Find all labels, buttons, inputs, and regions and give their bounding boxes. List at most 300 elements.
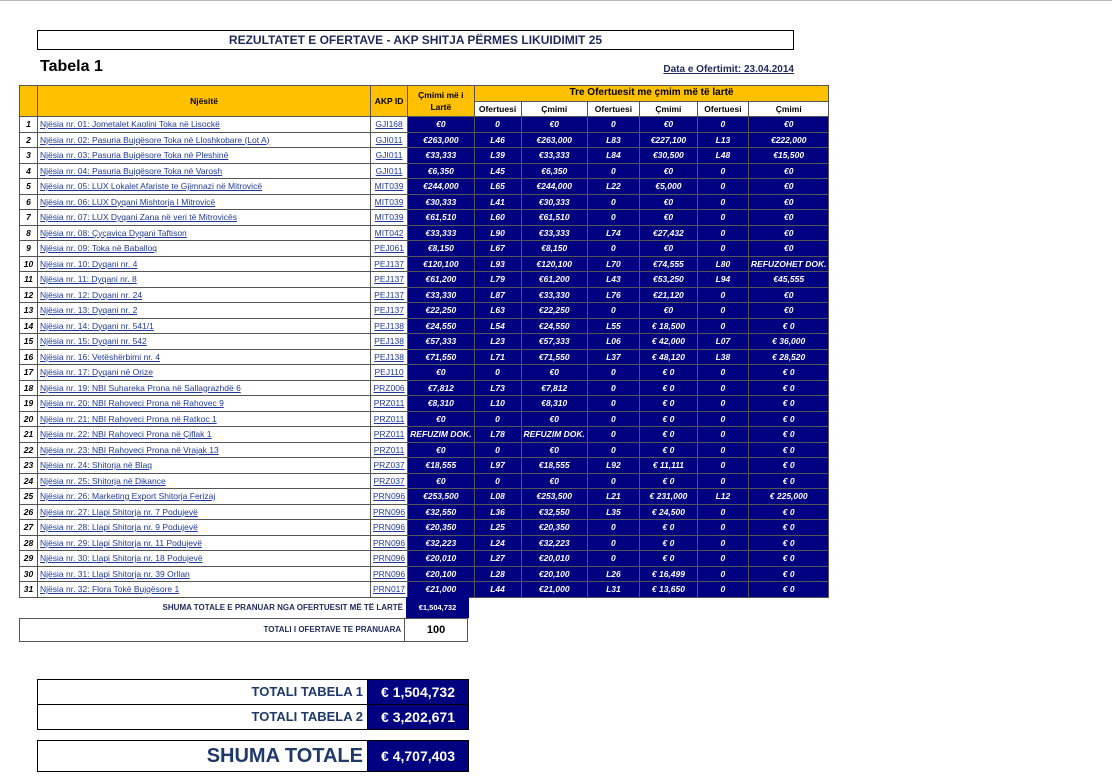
akp-id: [371, 489, 408, 505]
akp-id-link[interactable]: MIT042: [374, 227, 404, 238]
unit-name: [38, 396, 371, 412]
row-index: 9: [20, 241, 38, 257]
table-row: [20, 349, 829, 365]
akp-id: [371, 225, 408, 241]
akp-id-link[interactable]: MIT039: [374, 181, 404, 191]
price-2: €21,120: [639, 287, 697, 303]
unit-name-link[interactable]: Njësia nr. 32: Flora Tokë Bujqësore 1: [40, 584, 180, 594]
unit-name-link[interactable]: Njësia nr. 06: LUX Dyqani Mishtorja I Mitrovicë: [40, 196, 216, 207]
bidder-2: L31: [587, 582, 639, 598]
price-1: €33,333: [521, 148, 587, 164]
price-2: €74,555: [639, 256, 697, 272]
akp-id: [371, 504, 408, 520]
accepted-sum-value: €1,504,732: [406, 597, 469, 618]
price-3: € 0: [748, 442, 829, 458]
unit-name-link[interactable]: Njësia nr. 13: Dyqani nr. 2: [40, 305, 138, 315]
akp-id: [371, 210, 408, 226]
table-row: [20, 458, 829, 474]
row-index: 13: [20, 303, 38, 319]
unit-name-link[interactable]: Njësia nr. 22: NBI Rahoveci Prona në Çiflak 1: [40, 429, 212, 439]
akp-id: [371, 272, 408, 288]
price-3: € 0: [748, 380, 829, 396]
bidder-3: 0: [697, 458, 748, 474]
bidder-1: L54: [474, 318, 521, 334]
bidder-1: L10: [474, 396, 521, 412]
unit-name-link[interactable]: Njësia nr. 01: Jometalet Kaolini Toka në Lisockë: [40, 119, 220, 129]
unit-name: [38, 489, 371, 505]
bidder-2: 0: [587, 396, 639, 412]
table-row: [20, 241, 829, 257]
akp-id-link[interactable]: PEJ138: [374, 336, 404, 346]
akp-id-link[interactable]: PEJ137: [374, 289, 404, 300]
table-row: [20, 473, 829, 489]
bidder-3: 0: [697, 318, 748, 334]
akp-id: [371, 427, 408, 443]
table-row: [20, 504, 829, 520]
unit-name-link[interactable]: Njësia nr. 09: Toka në Baballoq: [40, 243, 158, 253]
bidder-1: L87: [474, 287, 521, 303]
table-row: [20, 535, 829, 551]
table-row: [20, 225, 829, 241]
unit-name: [38, 442, 371, 458]
table-row: [20, 163, 829, 179]
unit-name: [38, 318, 371, 334]
akp-id-link[interactable]: GJI011: [375, 134, 403, 145]
unit-name: [38, 520, 371, 536]
unit-name-link[interactable]: Njësia nr. 21: NBI Rahoveci Prona në Ratkoc 1: [40, 413, 217, 424]
unit-name-link[interactable]: Njësia nr. 16: Vetëshërbimi nr. 4: [40, 351, 161, 362]
price-1: €61,510: [521, 210, 587, 226]
bidder-3: 0: [697, 303, 748, 319]
row-index: 22: [20, 442, 38, 458]
price-2: € 48,120: [639, 349, 697, 365]
highest-price: €21,000: [408, 582, 474, 598]
offer-date: Data e Ofertimit: 23.04.2014: [663, 64, 794, 75]
akp-id: [371, 179, 408, 195]
akp-id: [371, 287, 408, 303]
highest-price: €0: [408, 473, 474, 489]
price-2: € 13,650: [639, 582, 697, 598]
bidder-1: L78: [474, 427, 521, 443]
price-3: €0: [748, 303, 829, 319]
unit-name-link[interactable]: Njësia nr. 20: NBI Rahoveci Prona në Rahovec 9: [40, 398, 224, 408]
akp-id: [371, 442, 408, 458]
row-index: 24: [20, 473, 38, 489]
highest-price: €32,223: [408, 535, 474, 551]
highest-price-header: Çmimi më i Lartë: [408, 86, 474, 117]
bidder-2: L21: [587, 489, 639, 505]
highest-price: €244,000: [408, 179, 474, 195]
table-row: [20, 380, 829, 396]
total-table-2-label: TOTALI TABELA 2: [38, 705, 368, 729]
highest-price: €20,010: [408, 551, 474, 567]
bidder-3: 0: [697, 380, 748, 396]
unit-name-link[interactable]: Njësia nr. 17: Dyqani në Orize: [40, 367, 153, 377]
price-3: € 0: [748, 396, 829, 412]
unit-name-link[interactable]: Njësia nr. 11: Dyqani nr. 8: [40, 274, 137, 284]
price-3: €0: [748, 287, 829, 303]
accepted-sum-label: SHUMA TOTALE E PRANUAR NGA OFERTUESIT MË TË LARTË: [162, 603, 403, 612]
bidder-1: L71: [474, 349, 521, 365]
price-3: € 0: [748, 504, 829, 520]
bidder-1: L39: [474, 148, 521, 164]
akp-id: [371, 520, 408, 536]
unit-name-link[interactable]: Njësia nr. 03: Pasuria Bujqësore Toka në Pleshinë: [40, 150, 229, 160]
total-table-2-row: [37, 704, 469, 730]
unit-name: [38, 566, 371, 582]
unit-name: [38, 225, 371, 241]
unit-name: [38, 194, 371, 210]
akp-id-link[interactable]: PEJ138: [374, 351, 404, 362]
unit-name: [38, 303, 371, 319]
bidder-1: L65: [474, 179, 521, 195]
price-2: € 0: [639, 535, 697, 551]
akp-id: [371, 458, 408, 474]
bidder-3: L38: [697, 349, 748, 365]
highest-price: €6,350: [408, 163, 474, 179]
price-1: REFUZIM DOK.: [521, 427, 587, 443]
bidder-3: 0: [697, 396, 748, 412]
row-index: 3: [20, 148, 38, 164]
bidder-2: 0: [587, 535, 639, 551]
price-1: €18,555: [521, 458, 587, 474]
price-1: €8,310: [521, 396, 587, 412]
table-row: [20, 520, 829, 536]
akp-id-link[interactable]: PRZ037: [373, 475, 405, 486]
highest-price: €57,333: [408, 334, 474, 350]
bidder-3: 0: [697, 194, 748, 210]
unit-name-link[interactable]: Njësia nr. 07: LUX Dyqani Zana në veri të Mitrovicës: [40, 212, 238, 222]
price-1: €61,200: [521, 272, 587, 288]
bidder-1: L36: [474, 504, 521, 520]
akp-id-link[interactable]: PRN096: [373, 506, 406, 517]
price-1: €244,000: [521, 179, 587, 195]
table-row: [20, 256, 829, 272]
bidder-1: L41: [474, 194, 521, 210]
bidder-1: L28: [474, 566, 521, 582]
akp-id: [371, 535, 408, 551]
price-2: € 16,499: [639, 566, 697, 582]
price-1: €32,550: [521, 504, 587, 520]
highest-price: €24,550: [408, 318, 474, 334]
bidder-2: 0: [587, 241, 639, 257]
akp-id-link[interactable]: GJI011: [375, 150, 403, 160]
bidder-1: L45: [474, 163, 521, 179]
bidder-1: L46: [474, 132, 521, 148]
unit-name: [38, 256, 371, 272]
unit-name-link[interactable]: Njësia nr. 04: Pasuria Bujqësore Toka në Varosh: [40, 165, 223, 176]
akp-id-link[interactable]: PEJ137: [374, 258, 404, 269]
highest-price: €253,500: [408, 489, 474, 505]
akp-id-link[interactable]: PRN017: [373, 584, 406, 594]
unit-name: [38, 117, 371, 133]
row-index: 11: [20, 272, 38, 288]
akp-id-link[interactable]: PEJ138: [374, 320, 404, 331]
total-table-1-label: TOTALI TABELA 1: [38, 680, 368, 704]
table-row: [20, 117, 829, 133]
price-1: €33,333: [521, 225, 587, 241]
bidder-1: L24: [474, 535, 521, 551]
row-index: 1: [20, 117, 38, 133]
bidder-3: 0: [697, 287, 748, 303]
highest-price: €22,250: [408, 303, 474, 319]
bidder-1: L44: [474, 582, 521, 598]
price-2: € 0: [639, 551, 697, 567]
price-3: € 0: [748, 427, 829, 443]
unit-name-link[interactable]: Njësia nr. 15: Dyqani nr. 542: [40, 336, 147, 346]
unit-name-link[interactable]: Njësia nr. 23: NBI Rahoveci Prona në Vrajak 13: [40, 444, 219, 455]
unit-name-link[interactable]: Njësia nr. 25: Shitorja në Dikance: [40, 475, 166, 486]
akp-id: [371, 566, 408, 582]
price-2: € 0: [639, 473, 697, 489]
price-3: € 0: [748, 535, 829, 551]
price-1: €0: [521, 442, 587, 458]
bidder-3: 0: [697, 582, 748, 598]
akp-id-link[interactable]: GJI011: [375, 165, 403, 176]
akp-id: [371, 473, 408, 489]
akp-id-link[interactable]: PRN096: [373, 553, 406, 563]
price-3: € 0: [748, 365, 829, 381]
price-1: €263,000: [521, 132, 587, 148]
bidder-3: 0: [697, 411, 748, 427]
price-3: €0: [748, 179, 829, 195]
row-index: 18: [20, 380, 38, 396]
price-1: €71,550: [521, 349, 587, 365]
bidder-2: 0: [587, 473, 639, 489]
row-index: 4: [20, 163, 38, 179]
akp-id-link[interactable]: PRZ037: [373, 460, 405, 470]
price-1: €21,000: [521, 582, 587, 598]
row-index: 30: [20, 566, 38, 582]
bidder-2: L37: [587, 349, 639, 365]
akp-id-link[interactable]: MIT039: [374, 196, 404, 207]
akp-id: [371, 148, 408, 164]
price-2: € 0: [639, 427, 697, 443]
akp-id: [371, 396, 408, 412]
akp-id-link[interactable]: PRZ006: [373, 382, 405, 393]
akp-id: [371, 117, 408, 133]
total-table-1-value: € 1,504,732: [368, 680, 468, 704]
total-table-1-row: [37, 679, 469, 705]
akp-id-link[interactable]: PEJ061: [374, 243, 404, 253]
row-index: 6: [20, 194, 38, 210]
bidder-3: L12: [697, 489, 748, 505]
row-index: 5: [20, 179, 38, 195]
akp-id-link[interactable]: PEJ110: [374, 367, 404, 377]
results-table: [19, 85, 829, 612]
bidder-3: 0: [697, 241, 748, 257]
bidder-3: 0: [697, 551, 748, 567]
akp-id-link[interactable]: PRZ011: [373, 429, 405, 439]
table-row: [20, 132, 829, 148]
price-1: €30,333: [521, 194, 587, 210]
akp-id-link[interactable]: PRZ011: [373, 398, 405, 408]
unit-name-link[interactable]: Njësia nr. 31: Llapi Shitorja nr. 39 Orllan: [40, 568, 190, 579]
akp-id: [371, 334, 408, 350]
row-index: 23: [20, 458, 38, 474]
bidder-1: 0: [474, 411, 521, 427]
akp-id-link[interactable]: PEJ137: [374, 305, 404, 315]
unit-name: [38, 551, 371, 567]
price-2: €0: [639, 241, 697, 257]
price-2: €0: [639, 163, 697, 179]
highest-price: €120,100: [408, 256, 474, 272]
unit-name-link[interactable]: Njësia nr. 30: Llapi Shitorja nr. 18 Podujevë: [40, 553, 203, 563]
price-3: €0: [748, 241, 829, 257]
unit-name: [38, 210, 371, 226]
table-row: [20, 489, 829, 505]
bidder-3: L13: [697, 132, 748, 148]
bidder-2: L06: [587, 334, 639, 350]
row-index: 19: [20, 396, 38, 412]
bidder-1: L08: [474, 489, 521, 505]
accepted-offers-value: 100: [426, 624, 446, 636]
highest-price: €20,100: [408, 566, 474, 582]
bidder-3: 0: [697, 163, 748, 179]
price-2: €27,432: [639, 225, 697, 241]
row-index: 25: [20, 489, 38, 505]
price-3-header: Çmimi: [748, 101, 829, 117]
unit-name-link[interactable]: Njësia nr. 10: Dyqani nr. 4: [40, 258, 138, 269]
highest-price: €30,333: [408, 194, 474, 210]
unit-name-link[interactable]: Njësia nr. 29: Llapi Shitorja nr. 11 Podujevë: [40, 537, 202, 548]
bidder-2: 0: [587, 411, 639, 427]
price-1: €253,500: [521, 489, 587, 505]
bidder-1: L79: [474, 272, 521, 288]
unit-name: [38, 427, 371, 443]
unit-name-link[interactable]: Njësia nr. 02: Pasuria Bujqësore Toka në Lloshkobare (Lot A): [40, 134, 270, 145]
price-1: €0: [521, 365, 587, 381]
price-3: €0: [748, 163, 829, 179]
unit-name-link[interactable]: Njësia nr. 08: Çyçavica Dyqani Taftison: [40, 227, 187, 238]
highest-price: REFUZIM DOK.: [408, 427, 474, 443]
price-2: € 18,500: [639, 318, 697, 334]
highest-price: €18,555: [408, 458, 474, 474]
table-row: [20, 334, 829, 350]
table-row: [20, 551, 829, 567]
bidder-3: 0: [697, 210, 748, 226]
highest-price: €33,333: [408, 148, 474, 164]
unit-name: [38, 458, 371, 474]
akp-id-link[interactable]: PRZ011: [373, 413, 405, 424]
row-index: 28: [20, 535, 38, 551]
total-table-2-value: € 3,202,671: [368, 705, 468, 729]
bidder-1: 0: [474, 473, 521, 489]
price-1: €33,330: [521, 287, 587, 303]
price-3: € 0: [748, 582, 829, 598]
unit-name-link[interactable]: Njësia nr. 19: NBI Suhareka Prona në Sallagrazhdë 6: [40, 382, 241, 393]
bidder-3-header: Ofertuesi: [697, 101, 748, 117]
akp-id-link[interactable]: PRN096: [373, 537, 406, 548]
unit-name-link[interactable]: Njësia nr. 12: Dyqani nr. 24: [40, 289, 143, 300]
bidder-3: 0: [697, 535, 748, 551]
highest-price: €20,350: [408, 520, 474, 536]
unit-name-link[interactable]: Njësia nr. 26: Marketing Export Shitorja Ferizaj: [40, 491, 216, 501]
bidder-2: L83: [587, 132, 639, 148]
price-1: €22,250: [521, 303, 587, 319]
bidder-1: 0: [474, 117, 521, 133]
table-row: [20, 287, 829, 303]
akp-id-header: AKP ID: [371, 86, 408, 117]
bidder-2: 0: [587, 117, 639, 133]
bidder-2: L43: [587, 272, 639, 288]
bidder-3: L94: [697, 272, 748, 288]
row-index: 15: [20, 334, 38, 350]
bidder-2: 0: [587, 551, 639, 567]
price-1-header: Çmimi: [521, 101, 587, 117]
price-2: €227,100: [639, 132, 697, 148]
akp-id-link[interactable]: PRN096: [373, 568, 406, 579]
akp-id: [371, 132, 408, 148]
price-1: €24,550: [521, 318, 587, 334]
row-index: 29: [20, 551, 38, 567]
highest-price: €8,310: [408, 396, 474, 412]
highest-price: €0: [408, 365, 474, 381]
price-3: €0: [748, 117, 829, 133]
price-3: € 0: [748, 566, 829, 582]
unit-name: [38, 365, 371, 381]
unit-name-link[interactable]: Njësia nr. 28: Llapi Shitorja nr. 9 Podujevë: [40, 522, 198, 532]
unit-name: [38, 504, 371, 520]
bidder-1: L73: [474, 380, 521, 396]
akp-id-link[interactable]: MIT039: [374, 212, 404, 222]
highest-price: €33,330: [408, 287, 474, 303]
unit-name-link[interactable]: Njësia nr. 05: LUX Lokalet Afariste te Gjimnazi në Mitrovicë: [40, 181, 263, 191]
table-row: [20, 427, 829, 443]
akp-id-link[interactable]: PRZ011: [373, 444, 405, 455]
price-2: € 42,000: [639, 334, 697, 350]
table-row: [20, 582, 829, 598]
bidder-2: 0: [587, 442, 639, 458]
price-1: €20,100: [521, 566, 587, 582]
akp-id: [371, 303, 408, 319]
highest-price: €7,812: [408, 380, 474, 396]
price-3: €0: [748, 225, 829, 241]
akp-id-link[interactable]: PRN096: [373, 491, 406, 501]
akp-id-link[interactable]: GJI168: [375, 119, 403, 129]
unit-name-link[interactable]: Njësia nr. 24: Shitorja në Blaq: [40, 460, 152, 470]
akp-id-link[interactable]: PRN096: [373, 522, 406, 532]
akp-id: [371, 582, 408, 598]
bidder-1: L23: [474, 334, 521, 350]
unit-name-link[interactable]: Njësia nr. 14: Dyqani nr. 541/1: [40, 320, 154, 331]
bidder-3: 0: [697, 427, 748, 443]
price-3: € 0: [748, 411, 829, 427]
unit-name: [38, 287, 371, 303]
unit-name: [38, 535, 371, 551]
price-3: € 225,000: [748, 489, 829, 505]
unit-name: [38, 349, 371, 365]
highest-price: €71,550: [408, 349, 474, 365]
bidder-3: 0: [697, 520, 748, 536]
unit-name: [38, 179, 371, 195]
highest-price: €32,550: [408, 504, 474, 520]
bidder-3: 0: [697, 566, 748, 582]
highest-price: €61,510: [408, 210, 474, 226]
akp-id: [371, 349, 408, 365]
highest-price: €0: [408, 117, 474, 133]
price-3: € 0: [748, 551, 829, 567]
akp-id: [371, 163, 408, 179]
bidder-2: 0: [587, 303, 639, 319]
row-index: 27: [20, 520, 38, 536]
bidder-3: 0: [697, 442, 748, 458]
bidder-1: L60: [474, 210, 521, 226]
akp-id-link[interactable]: PEJ137: [374, 274, 404, 284]
bidder-2: L84: [587, 148, 639, 164]
highest-price: €0: [408, 442, 474, 458]
unit-name-link[interactable]: Njësia nr. 27: Llapi Shitorja nr. 7 Podujevë: [40, 506, 198, 517]
